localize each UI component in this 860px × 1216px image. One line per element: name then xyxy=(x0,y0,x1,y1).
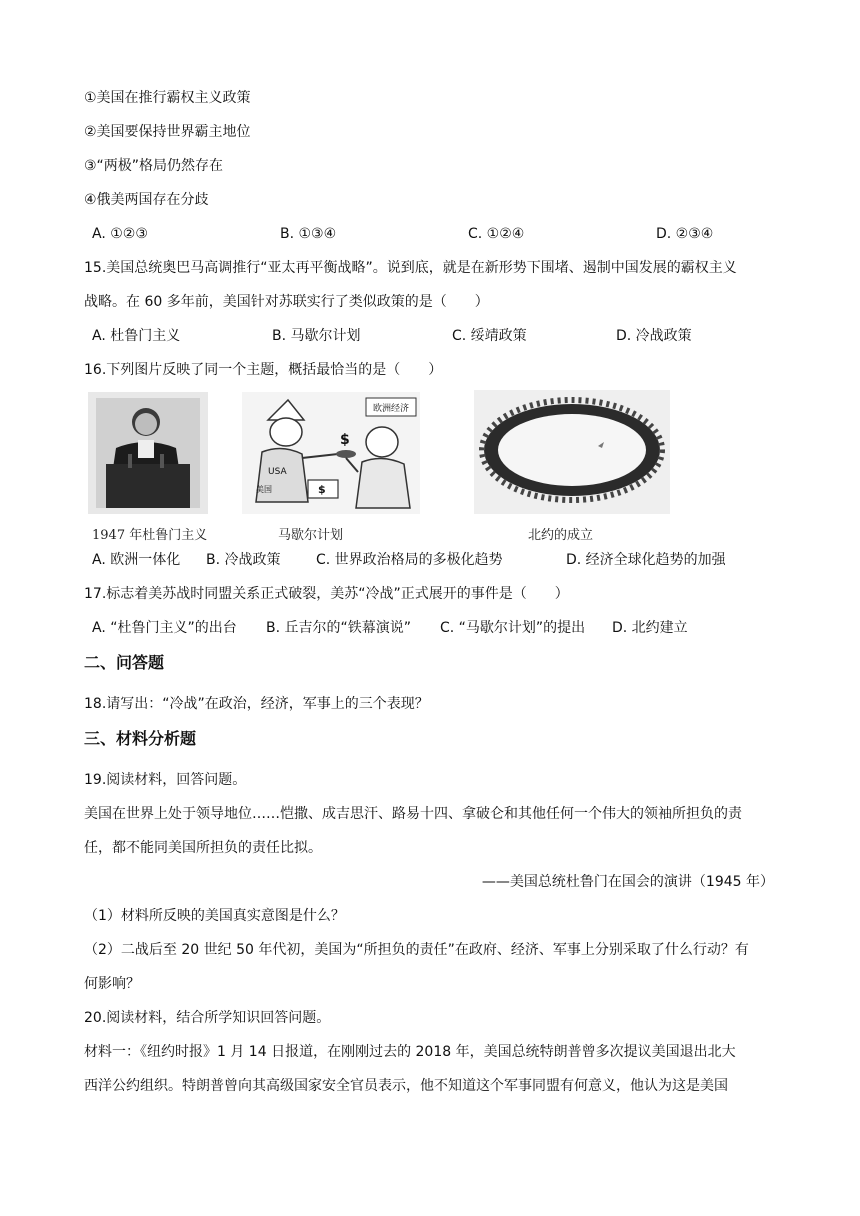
q14-option-d: D. ②③④ xyxy=(656,226,714,242)
svg-text:$: $ xyxy=(318,483,326,496)
q15-option-a: A. 杜鲁门主义 xyxy=(92,328,181,344)
q20-material-line1: 材料一：《纽约时报》1 月 14 日报道，在刚刚过去的 2018 年，美国总统特朗普曾多次提议美国退出北大 xyxy=(84,1044,736,1060)
q19-source: ——美国总统杜鲁门在国会的演讲（1945 年） xyxy=(481,874,774,890)
q14-option-b: B. ①③④ xyxy=(280,226,337,242)
q19-material-line2: 任，都不能同美国所担负的责任比拟。 xyxy=(84,840,322,856)
q14-item-4: ④俄美两国存在分歧 xyxy=(84,192,209,208)
q17-stem: 17.标志着美苏战时同盟关系正式破裂，美苏“冷战”正式展开的事件是（ ） xyxy=(84,586,569,602)
q19-material-line1: 美国在世界上处于领导地位……恺撒、成吉思汗、路易十四、拿破仑和其他任何一个伟大的领袖所担负的责 xyxy=(84,806,742,822)
marshall-plan-cartoon xyxy=(242,392,420,514)
q15-stem-line1: 15.美国总统奥巴马高调推行“亚太再平衡战略”。说到底，就是在新形势下围堵、遏制中国发展的霸权主义 xyxy=(84,260,737,276)
q15-option-d: D. 冷战政策 xyxy=(616,328,692,344)
section-2-heading: 二、问答题 xyxy=(84,653,165,672)
nato-founding-photo xyxy=(474,390,670,514)
q14-item-2: ②美国要保持世界霸主地位 xyxy=(84,124,251,140)
q14-item-3: ③“两极”格局仍然存在 xyxy=(84,158,224,174)
q16-option-b: B. 冷战政策 xyxy=(206,552,281,568)
q20-stem: 20.阅读材料，结合所学知识回答问题。 xyxy=(84,1010,331,1026)
q19-stem: 19.阅读材料，回答问题。 xyxy=(84,772,247,788)
q14-item-1: ①美国在推行霸权主义政策 xyxy=(84,90,251,106)
q19-subquestion-1: （1）材料所反映的美国真实意图是什么？ xyxy=(84,908,345,924)
caption-nato-founding: 北约的成立 xyxy=(528,528,594,543)
cartoon-meiguo-text: 美国 xyxy=(256,485,272,494)
q16-stem: 16.下列图片反映了同一个主题，概括最恰当的是（ ） xyxy=(84,362,443,378)
caption-marshall-plan: 马歇尔计划 xyxy=(278,528,344,543)
q16-option-a: A. 欧洲一体化 xyxy=(92,552,181,568)
q16-option-c: C. 世界政治格局的多极化趋势 xyxy=(316,552,503,568)
q15-stem-line2: 战略。在 60 多年前，美国针对苏联实行了类似政策的是（ ） xyxy=(84,294,489,310)
section-3-heading: 三、材料分析题 xyxy=(84,729,197,748)
cartoon-sign-text: 欧洲经济 xyxy=(372,404,410,414)
q17-option-c: C. “马歇尔计划”的提出 xyxy=(440,620,586,636)
q15-option-c: C. 绥靖政策 xyxy=(452,328,527,344)
q19-subquestion-2-line2: 何影响？ xyxy=(84,976,140,992)
truman-photo xyxy=(88,392,208,514)
caption-truman-doctrine: 1947 年杜鲁门主义 xyxy=(92,528,208,543)
q19-subquestion-2-line1: （2）二战后至 20 世纪 50 年代初，美国为“所担负的责任”在政府、经济、军事上分别采取了什么行动？有 xyxy=(84,942,749,958)
cartoon-usa-text: USA xyxy=(268,467,287,477)
q15-option-b: B. 马歇尔计划 xyxy=(272,328,361,344)
q20-material-line2: 西洋公约组织。特朗普曾向其高级国家安全官员表示，他不知道这个军事同盟有何意义，他认为这是美国 xyxy=(84,1078,728,1094)
q14-option-a: A. ①②③ xyxy=(92,226,148,242)
svg-text:$: $ xyxy=(340,432,350,448)
q16-option-d: D. 经济全球化趋势的加强 xyxy=(566,552,726,568)
q18-stem: 18.请写出：“冷战”在政治，经济，军事上的三个表现？ xyxy=(84,696,429,712)
q17-option-a: A. “杜鲁门主义”的出台 xyxy=(92,620,237,636)
q14-option-c: C. ①②④ xyxy=(468,226,525,242)
q17-option-d: D. 北约建立 xyxy=(612,620,688,636)
q17-option-b: B. 丘吉尔的“铁幕演说” xyxy=(266,620,412,636)
